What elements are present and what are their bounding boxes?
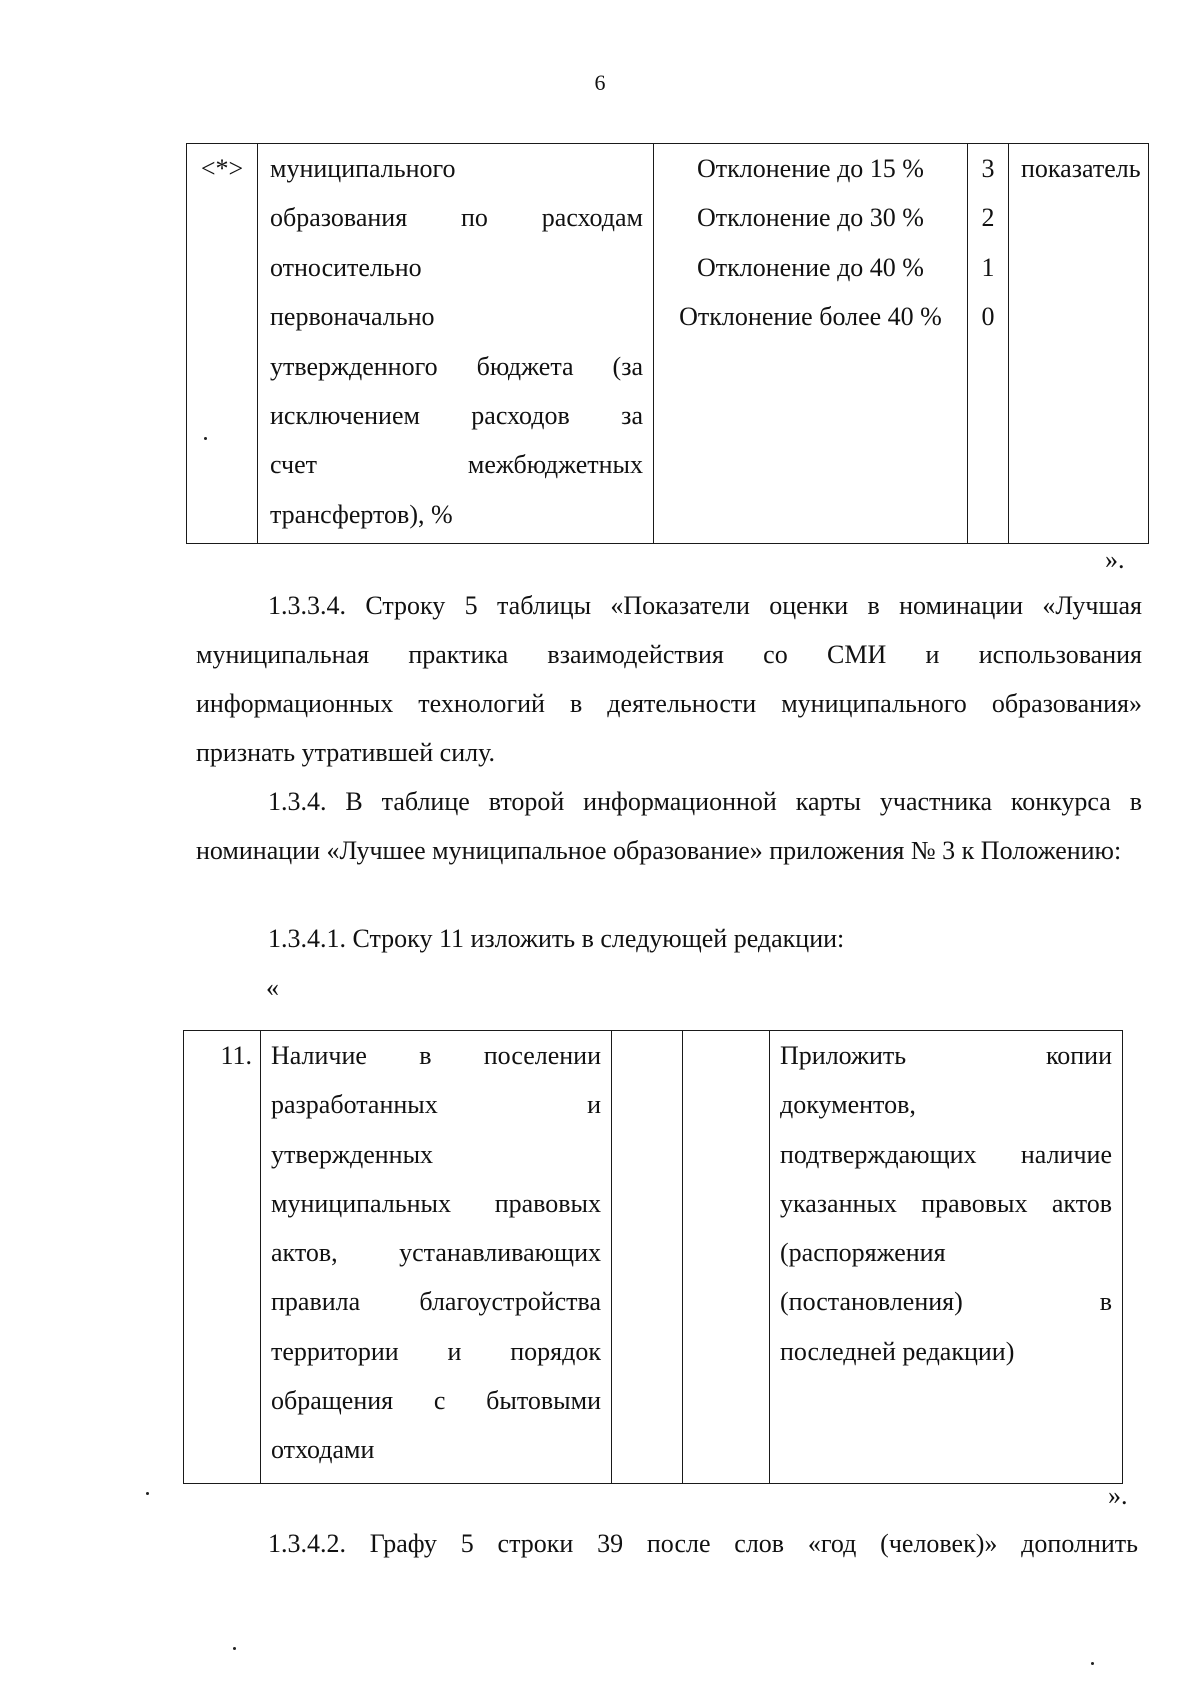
indicator-name-line: муниципального	[270, 154, 456, 183]
scores-cell	[968, 144, 1009, 544]
indicator-name-line: исключением расходов за	[270, 401, 643, 431]
scan-speck	[1091, 1662, 1094, 1665]
row-number: 11.	[220, 1041, 252, 1070]
indicator-name-line: муниципальных правовых	[271, 1188, 601, 1218]
note-line: (распоряжения	[780, 1238, 946, 1268]
note-line: документов,	[780, 1090, 916, 1120]
indicator-name-line: трансфертов), %	[270, 499, 453, 529]
indicator-name-line: территории и порядок	[271, 1336, 601, 1366]
empty-cell	[683, 1031, 770, 1484]
table-row	[184, 1031, 1123, 1484]
table-row	[187, 144, 1149, 544]
score: 0	[981, 302, 995, 332]
indicator-name-cell	[261, 1031, 612, 1484]
note-line: (постановления) в	[780, 1287, 1112, 1317]
indicator-name-line: правила благоустройства	[271, 1287, 601, 1317]
scan-speck	[146, 1492, 149, 1495]
scan-speck	[233, 1647, 236, 1650]
note-line: подтверждающих наличие	[780, 1139, 1112, 1169]
page-number: 6	[594, 70, 606, 95]
paragraph-1-3-4	[196, 777, 1142, 875]
score: 3	[981, 154, 995, 183]
paragraph-1-3-4-2	[196, 1519, 1138, 1568]
criterion: Отклонение до 30 %	[697, 203, 924, 233]
note-cell	[1009, 144, 1149, 544]
indicator-name-line: актов, устанавливающих	[271, 1238, 601, 1268]
indicator-name-line: Наличие в поселении	[271, 1041, 601, 1070]
criterion: Отклонение более 40 %	[679, 302, 942, 332]
paragraph-1-3-3-4	[196, 581, 1142, 777]
paragraph-text: 1.3.4.2. Графу 5 строки 39 после слов «год (человек)» дополнить	[268, 1529, 1138, 1558]
criteria-table-row	[186, 143, 1149, 544]
scan-speck	[204, 437, 207, 440]
note-cell	[770, 1031, 1123, 1484]
row-mark: <*>	[200, 154, 244, 183]
paragraph-text: 1.3.3.4. Строку 5 таблицы «Показатели оценки в номинации «Лучшая муниципальная практика взаимодействия со СМИ и использования информационных технологий в деятельности муниципального образования» признать утратившей силу.	[196, 591, 1142, 767]
note-line: последней редакции)	[780, 1336, 1015, 1366]
indicator-name-line: обращения с бытовыми	[271, 1386, 601, 1416]
indicator-name-line: разработанных и	[271, 1090, 601, 1120]
empty-cell	[612, 1031, 683, 1484]
note-line: указанных правовых актов	[780, 1188, 1112, 1218]
infocard-table-row	[183, 1030, 1123, 1484]
paragraph-1-3-4-1: 1.3.4.1. Строку 11 изложить в следующей редакции:	[268, 924, 845, 953]
closing-quote: ».	[1105, 545, 1125, 574]
indicator-name-line: утвержденных	[271, 1139, 434, 1169]
closing-quote: ».	[1108, 1481, 1128, 1510]
row-mark-cell	[187, 144, 258, 544]
indicator-name-line: первоначально	[270, 302, 435, 332]
score: 1	[981, 252, 995, 282]
indicator-name-cell	[258, 144, 654, 544]
opening-quote: «	[266, 973, 279, 1002]
indicator-name-line: счет межбюджетных	[270, 450, 643, 480]
row-number-cell	[184, 1031, 261, 1484]
score: 2	[981, 203, 995, 233]
criterion: Отклонение до 15 %	[697, 154, 924, 183]
criterion: Отклонение до 40 %	[697, 252, 924, 282]
note-text: показатель	[1021, 154, 1141, 183]
indicator-name-line: утвержденного бюджета (за	[270, 351, 643, 381]
criteria-cell	[654, 144, 968, 544]
indicator-name-line: отходами	[271, 1435, 375, 1465]
indicator-name-line: относительно	[270, 252, 422, 282]
paragraph-text: 1.3.4. В таблице второй информационной карты участника конкурса в номинации «Лучшее муниципальное образование» приложения № 3 к Положению:	[196, 787, 1142, 865]
indicator-name-line: образования по расходам	[270, 203, 643, 233]
note-line: Приложить копии	[780, 1041, 1112, 1070]
